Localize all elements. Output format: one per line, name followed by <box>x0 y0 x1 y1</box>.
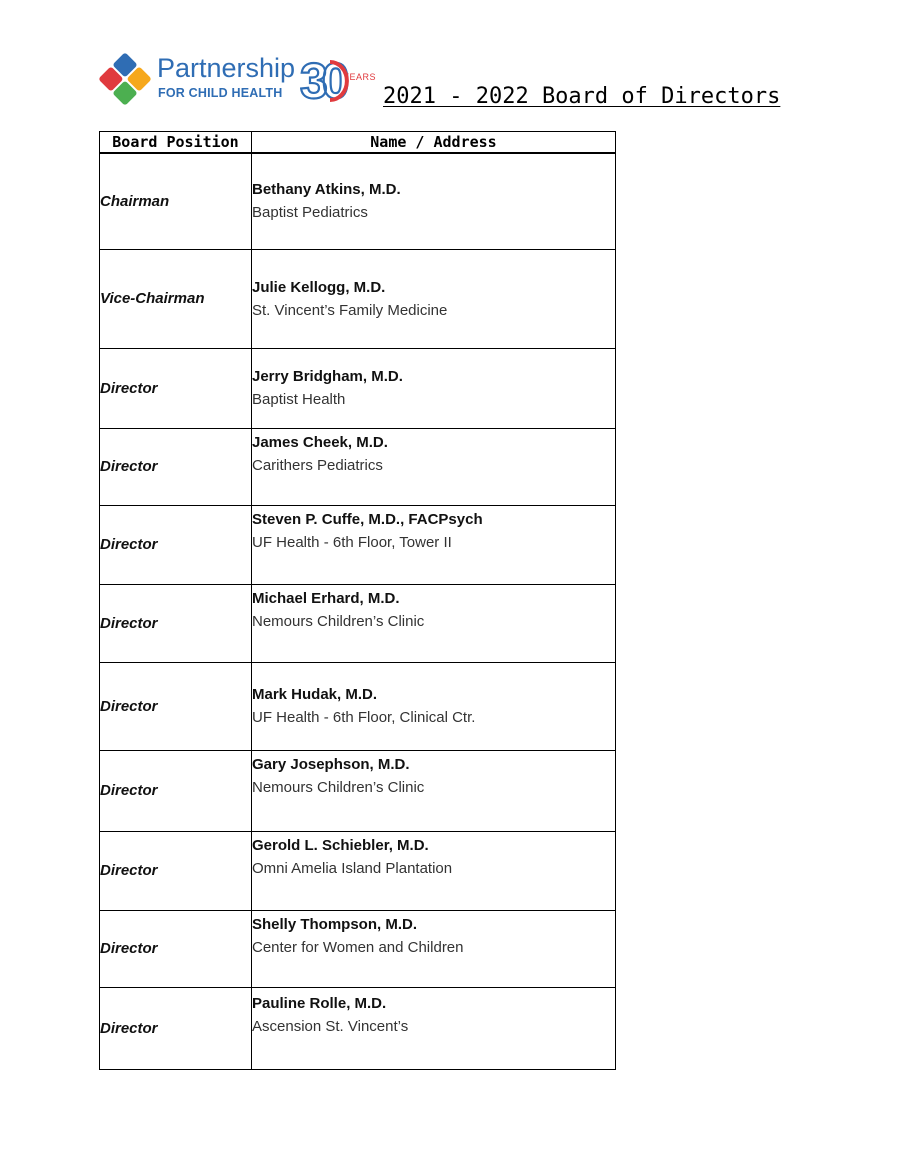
member-address: Center for Women and Children <box>252 938 464 956</box>
board-position: Director <box>100 584 252 662</box>
table-row <box>100 987 616 1069</box>
logo-subtitle: FOR CHILD HEALTH <box>158 86 283 100</box>
table-row <box>100 153 616 249</box>
table-row <box>100 505 616 584</box>
member-address: Nemours Children’s Clinic <box>252 778 425 796</box>
name-address-cell <box>252 987 616 1069</box>
member-name: Jerry Bridgham, M.D. <box>252 368 403 385</box>
board-position: Director <box>100 831 252 910</box>
column-header-board-position: Board Position <box>100 132 252 154</box>
page-title: 2021 - 2022 Board of Directors <box>383 84 781 109</box>
table-row <box>100 249 616 348</box>
logo-anniversary-label: YEARS <box>343 72 377 82</box>
name-address-cell <box>252 428 616 505</box>
member-address: Omni Amelia Island Plantation <box>252 859 453 877</box>
board-position: Director <box>100 505 252 584</box>
member-name: Shelly Thompson, M.D. <box>252 915 418 933</box>
board-position: Director <box>100 662 252 750</box>
table-header-row <box>100 132 616 154</box>
logo-anniversary-number: 30 <box>300 53 344 108</box>
name-address-cell <box>252 831 616 910</box>
board-position: Director <box>100 428 252 505</box>
name-address-cell <box>252 153 616 249</box>
board-position: Director <box>100 910 252 987</box>
board-position: Director <box>100 987 252 1069</box>
table-row <box>100 910 616 987</box>
member-name: Gary Josephson, M.D. <box>252 755 410 773</box>
member-name: Bethany Atkins, M.D. <box>252 181 401 199</box>
member-name: Gerold L. Schiebler, M.D. <box>252 836 429 854</box>
name-address-cell <box>252 662 616 750</box>
member-address: Carithers Pediatrics <box>252 456 383 474</box>
member-address: Nemours Children’s Clinic <box>252 612 425 630</box>
member-address: Baptist Pediatrics <box>252 204 368 222</box>
organization-logo <box>97 50 392 110</box>
board-position: Vice-Chairman <box>100 249 252 348</box>
board-position: Chairman <box>100 153 252 249</box>
table-row <box>100 662 616 750</box>
board-position: Director <box>100 348 252 428</box>
table-row <box>100 831 616 910</box>
name-address-cell <box>252 750 616 831</box>
name-address-cell <box>252 249 616 348</box>
member-address: UF Health - 6th Floor, Clinical Ctr. <box>252 709 476 726</box>
name-address-cell <box>252 910 616 987</box>
table-row <box>100 750 616 831</box>
member-address: Baptist Health <box>252 391 346 408</box>
logo-name: Partnership <box>157 53 296 83</box>
board-table <box>99 131 616 1070</box>
member-name: James Cheek, M.D. <box>252 433 388 451</box>
logo-diamond-mark-icon <box>97 50 157 110</box>
member-name: Steven P. Cuffe, M.D., FACPsych <box>252 510 483 528</box>
member-address: Ascension St. Vincent’s <box>252 1017 409 1035</box>
table-row <box>100 584 616 662</box>
member-address: UF Health - 6th Floor, Tower II <box>252 533 452 551</box>
name-address-cell <box>252 505 616 584</box>
name-address-cell <box>252 348 616 428</box>
member-name: Michael Erhard, M.D. <box>252 589 400 607</box>
column-header-name-address: Name / Address <box>252 132 616 154</box>
member-name: Pauline Rolle, M.D. <box>252 994 387 1012</box>
board-position: Director <box>100 750 252 831</box>
table-row <box>100 348 616 428</box>
table-row <box>100 428 616 505</box>
member-address: St. Vincent’s Family Medicine <box>252 301 448 319</box>
name-address-cell <box>252 584 616 662</box>
member-name: Julie Kellogg, M.D. <box>252 278 386 296</box>
member-name: Mark Hudak, M.D. <box>252 686 378 703</box>
